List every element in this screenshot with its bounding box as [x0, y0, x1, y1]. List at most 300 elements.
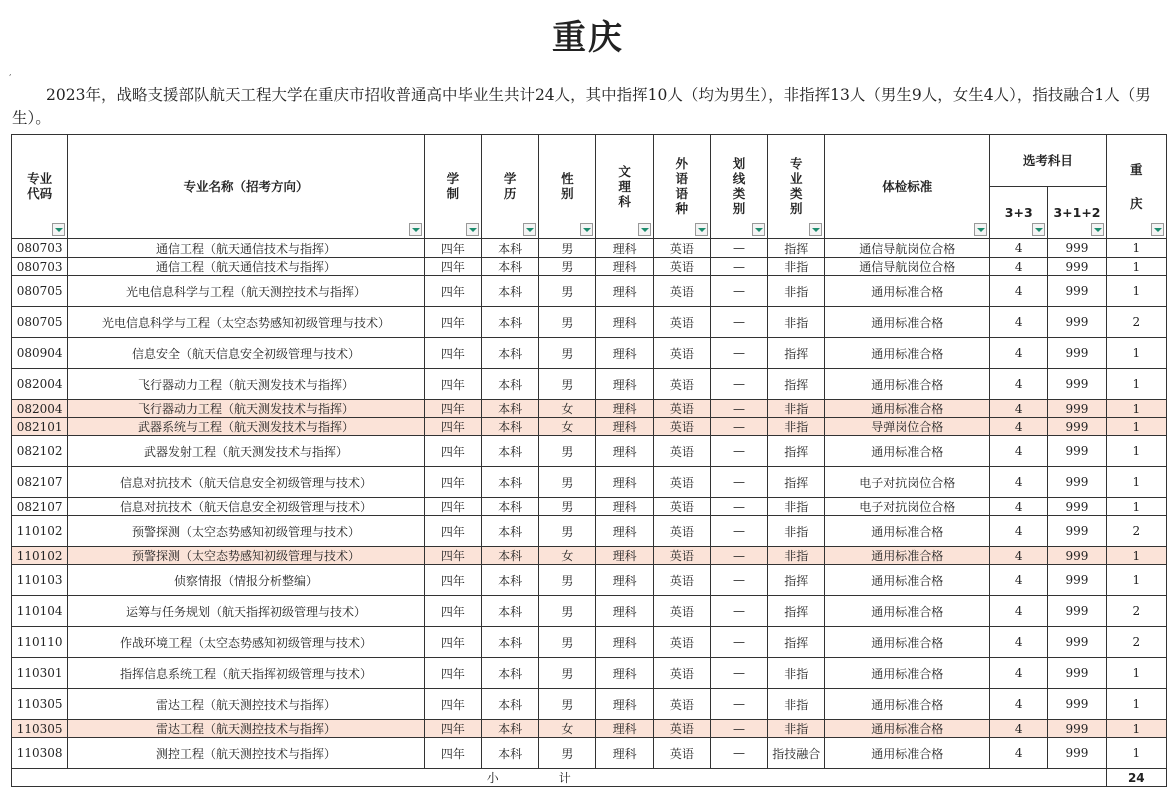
cell-num: 2	[1106, 596, 1166, 627]
cell-huaxian: —	[710, 596, 767, 627]
header-name-label: 专业名称（招考方向）	[183, 178, 309, 194]
cell-s33: 4	[990, 418, 1048, 436]
cell-xingbie: 男	[539, 307, 596, 338]
cell-num: 2	[1106, 516, 1166, 547]
cell-tijian: 通用标准合格	[825, 400, 990, 418]
cell-code: 110102	[12, 547, 68, 565]
header-huaxian	[710, 135, 767, 239]
header-chongqing	[1106, 135, 1166, 239]
cell-xueli: 本科	[482, 720, 539, 738]
table-row	[12, 418, 1167, 436]
cell-name: 作战环境工程（太空态势感知初级管理与技术）	[68, 627, 425, 658]
cell-num: 1	[1106, 720, 1166, 738]
cell-wenli: 理科	[596, 516, 653, 547]
cell-s312: 999	[1048, 338, 1106, 369]
cell-tijian: 通用标准合格	[825, 738, 990, 769]
subtotal-value: 24	[1106, 769, 1166, 787]
cell-xingbie: 男	[539, 258, 596, 276]
cell-num: 1	[1106, 400, 1166, 418]
name-filter-dropdown-icon[interactable]	[409, 223, 422, 236]
cell-num: 1	[1106, 239, 1166, 258]
cell-xingbie: 女	[539, 720, 596, 738]
header-wenli-label: 文理科	[618, 163, 631, 209]
cell-s312: 999	[1048, 565, 1106, 596]
table-row	[12, 338, 1167, 369]
cell-xuezhi: 四年	[424, 436, 481, 467]
cell-zhuanye: 非指	[768, 276, 825, 307]
cell-xuezhi: 四年	[424, 596, 481, 627]
cell-code: 110104	[12, 596, 68, 627]
cell-huaxian: —	[710, 276, 767, 307]
cell-waiyu: 英语	[653, 627, 710, 658]
cell-num: 1	[1106, 418, 1166, 436]
cell-tijian: 通用标准合格	[825, 436, 990, 467]
cell-xueli: 本科	[482, 338, 539, 369]
cell-xingbie: 男	[539, 498, 596, 516]
cell-huaxian: —	[710, 400, 767, 418]
cell-xingbie: 男	[539, 689, 596, 720]
cell-s33: 4	[990, 720, 1048, 738]
cell-waiyu: 英语	[653, 516, 710, 547]
cell-waiyu: 英语	[653, 307, 710, 338]
table-row	[12, 467, 1167, 498]
subtotal-label: 小计	[12, 769, 1107, 787]
cell-waiyu: 英语	[653, 338, 710, 369]
cell-wenli: 理科	[596, 338, 653, 369]
cell-wenli: 理科	[596, 258, 653, 276]
cell-code: 110305	[12, 720, 68, 738]
cell-s33: 4	[990, 658, 1048, 689]
cell-s33: 4	[990, 738, 1048, 769]
cell-tijian: 通用标准合格	[825, 689, 990, 720]
cell-xingbie: 女	[539, 400, 596, 418]
wenli-filter-dropdown-icon[interactable]	[638, 223, 651, 236]
cell-num: 1	[1106, 547, 1166, 565]
cell-s312: 999	[1048, 689, 1106, 720]
header-zhuanye-label: 专业类别	[790, 156, 803, 216]
cell-name: 光电信息科学与工程（太空态势感知初级管理与技术）	[68, 307, 425, 338]
cell-waiyu: 英语	[653, 658, 710, 689]
cell-s33: 4	[990, 689, 1048, 720]
cell-s312: 999	[1048, 498, 1106, 516]
cell-xueli: 本科	[482, 369, 539, 400]
cell-s312: 999	[1048, 467, 1106, 498]
cell-s33: 4	[990, 516, 1048, 547]
header-code	[12, 135, 68, 239]
table-row	[12, 400, 1167, 418]
cell-wenli: 理科	[596, 307, 653, 338]
cell-tijian: 通用标准合格	[825, 596, 990, 627]
header-zhuanye	[768, 135, 825, 239]
tijian-filter-dropdown-icon[interactable]	[974, 223, 987, 236]
cell-xingbie: 男	[539, 596, 596, 627]
cell-zhuanye: 非指	[768, 689, 825, 720]
cell-xingbie: 男	[539, 436, 596, 467]
cell-num: 1	[1106, 738, 1166, 769]
cell-name: 侦察情报（情报分析整编）	[68, 565, 425, 596]
cell-tijian: 通用标准合格	[825, 276, 990, 307]
header-name	[68, 135, 425, 239]
xuezhi-filter-dropdown-icon[interactable]	[466, 223, 479, 236]
cell-xuezhi: 四年	[424, 738, 481, 769]
cell-s33: 4	[990, 436, 1048, 467]
xueli-filter-dropdown-icon[interactable]	[523, 223, 536, 236]
page-title: 重庆	[552, 18, 624, 58]
cell-name: 通信工程（航天通信技术与指挥）	[68, 258, 425, 276]
cell-zhuanye: 非指	[768, 418, 825, 436]
cell-huaxian: —	[710, 307, 767, 338]
cell-name: 雷达工程（航天测控技术与指挥）	[68, 689, 425, 720]
cell-xuezhi: 四年	[424, 467, 481, 498]
cell-name: 武器系统与工程（航天测发技术与指挥）	[68, 418, 425, 436]
cell-num: 2	[1106, 627, 1166, 658]
cell-xueli: 本科	[482, 498, 539, 516]
cell-num: 1	[1106, 338, 1166, 369]
cell-wenli: 理科	[596, 400, 653, 418]
cell-code: 110102	[12, 516, 68, 547]
cell-huaxian: —	[710, 338, 767, 369]
cell-wenli: 理科	[596, 565, 653, 596]
cell-huaxian: —	[710, 436, 767, 467]
cell-s312: 999	[1048, 516, 1106, 547]
cell-tijian: 电子对抗岗位合格	[825, 498, 990, 516]
cell-name: 飞行器动力工程（航天测发技术与指挥）	[68, 400, 425, 418]
table-row	[12, 565, 1167, 596]
table-row	[12, 436, 1167, 467]
cell-zhuanye: 指挥	[768, 436, 825, 467]
cell-wenli: 理科	[596, 689, 653, 720]
cell-num: 1	[1106, 436, 1166, 467]
cell-huaxian: —	[710, 738, 767, 769]
header-huaxian-label: 划线类别	[732, 156, 746, 216]
cell-waiyu: 英语	[653, 689, 710, 720]
cell-zhuanye: 指挥	[768, 338, 825, 369]
cell-s312: 999	[1048, 239, 1106, 258]
cell-s312: 999	[1048, 400, 1106, 418]
table-row	[12, 369, 1167, 400]
cell-waiyu: 英语	[653, 400, 710, 418]
code-filter-dropdown-icon[interactable]	[52, 223, 65, 236]
cell-xuezhi: 四年	[424, 658, 481, 689]
cell-xueli: 本科	[482, 418, 539, 436]
cell-xuezhi: 四年	[424, 720, 481, 738]
table-row	[12, 596, 1167, 627]
cell-s33: 4	[990, 258, 1048, 276]
cell-num: 1	[1106, 689, 1166, 720]
cell-s33: 4	[990, 400, 1048, 418]
cell-num: 1	[1106, 658, 1166, 689]
cell-huaxian: —	[710, 547, 767, 565]
cell-num: 1	[1106, 498, 1166, 516]
cell-huaxian: —	[710, 689, 767, 720]
cell-wenli: 理科	[596, 498, 653, 516]
cell-wenli: 理科	[596, 738, 653, 769]
table-row	[12, 738, 1167, 769]
cell-code: 110103	[12, 565, 68, 596]
cell-zhuanye: 非指	[768, 307, 825, 338]
cell-xuezhi: 四年	[424, 565, 481, 596]
header-wenli	[596, 135, 653, 239]
table-row	[12, 689, 1167, 720]
cell-xueli: 本科	[482, 516, 539, 547]
cell-xuezhi: 四年	[424, 400, 481, 418]
cell-waiyu: 英语	[653, 436, 710, 467]
table-row	[12, 276, 1167, 307]
cell-zhuanye: 非指	[768, 498, 825, 516]
header-tijian-label: 体检标准	[882, 178, 933, 194]
cell-waiyu: 英语	[653, 738, 710, 769]
cell-name: 预警探测（太空态势感知初级管理与技术）	[68, 547, 425, 565]
cell-zhuanye: 指技融合	[768, 738, 825, 769]
cell-zhuanye: 指挥	[768, 239, 825, 258]
cell-xueli: 本科	[482, 239, 539, 258]
cell-s33: 4	[990, 627, 1048, 658]
cell-zhuanye: 非指	[768, 547, 825, 565]
cell-wenli: 理科	[596, 276, 653, 307]
cell-s33: 4	[990, 239, 1048, 258]
cell-xingbie: 男	[539, 467, 596, 498]
header-waiyu-label: 外语语种	[675, 156, 689, 216]
cell-tijian: 通用标准合格	[825, 369, 990, 400]
cell-tijian: 通信导航岗位合格	[825, 239, 990, 258]
cell-xueli: 本科	[482, 547, 539, 565]
cell-num: 1	[1106, 467, 1166, 498]
huaxian-filter-dropdown-icon[interactable]	[752, 223, 765, 236]
cell-code: 110308	[12, 738, 68, 769]
cell-tijian: 导弹岗位合格	[825, 418, 990, 436]
cell-huaxian: —	[710, 418, 767, 436]
cell-s312: 999	[1048, 627, 1106, 658]
cell-huaxian: —	[710, 565, 767, 596]
table-row	[12, 498, 1167, 516]
cell-tijian: 通用标准合格	[825, 720, 990, 738]
cell-xuezhi: 四年	[424, 369, 481, 400]
cell-xuezhi: 四年	[424, 276, 481, 307]
cell-waiyu: 英语	[653, 498, 710, 516]
waiyu-filter-dropdown-icon[interactable]	[695, 223, 708, 236]
cell-s33: 4	[990, 498, 1048, 516]
table-row	[12, 720, 1167, 738]
cell-xueli: 本科	[482, 307, 539, 338]
chongqing-filter-dropdown-icon[interactable]	[1151, 223, 1164, 236]
s312-filter-dropdown-icon[interactable]	[1091, 223, 1104, 236]
cell-name: 通信工程（航天通信技术与指挥）	[68, 239, 425, 258]
cell-name: 测控工程（航天测控技术与指挥）	[68, 738, 425, 769]
cell-wenli: 理科	[596, 658, 653, 689]
header-s312-label: 3+1+2	[1053, 204, 1101, 220]
cell-waiyu: 英语	[653, 467, 710, 498]
cell-code: 110301	[12, 658, 68, 689]
cell-num: 1	[1106, 258, 1166, 276]
cell-waiyu: 英语	[653, 239, 710, 258]
table-row	[12, 547, 1167, 565]
cell-tijian: 电子对抗岗位合格	[825, 467, 990, 498]
cell-code: 080705	[12, 307, 68, 338]
cell-code: 080904	[12, 338, 68, 369]
cell-code: 082004	[12, 369, 68, 400]
cell-xueli: 本科	[482, 658, 539, 689]
cell-xuezhi: 四年	[424, 516, 481, 547]
cell-zhuanye: 指挥	[768, 596, 825, 627]
cell-s312: 999	[1048, 596, 1106, 627]
cell-waiyu: 英语	[653, 418, 710, 436]
enrollment-table	[11, 134, 1167, 787]
cell-waiyu: 英语	[653, 596, 710, 627]
cell-wenli: 理科	[596, 627, 653, 658]
cell-tijian: 通用标准合格	[825, 307, 990, 338]
cell-zhuanye: 非指	[768, 516, 825, 547]
cell-xuezhi: 四年	[424, 239, 481, 258]
cell-waiyu: 英语	[653, 276, 710, 307]
zhuanye-filter-dropdown-icon[interactable]	[809, 223, 822, 236]
cell-huaxian: —	[710, 720, 767, 738]
cell-wenli: 理科	[596, 467, 653, 498]
cell-xuezhi: 四年	[424, 258, 481, 276]
cell-s33: 4	[990, 369, 1048, 400]
stray-mark: ,	[9, 68, 12, 77]
cell-xingbie: 男	[539, 338, 596, 369]
header-xingbie-label: 性别	[561, 171, 574, 201]
cell-s312: 999	[1048, 436, 1106, 467]
header-s312	[1048, 187, 1106, 239]
cell-code: 110305	[12, 689, 68, 720]
cell-xueli: 本科	[482, 467, 539, 498]
cell-huaxian: —	[710, 239, 767, 258]
header-xueli	[482, 135, 539, 239]
table-row	[12, 307, 1167, 338]
cell-code: 080703	[12, 239, 68, 258]
cell-code: 082004	[12, 400, 68, 418]
header-xueli-label: 学历	[503, 171, 517, 201]
cell-s312: 999	[1048, 738, 1106, 769]
cell-name: 光电信息科学与工程（航天测控技术与指挥）	[68, 276, 425, 307]
header-xuezhi	[424, 135, 481, 239]
cell-xuezhi: 四年	[424, 689, 481, 720]
cell-s312: 999	[1048, 369, 1106, 400]
cell-tijian: 通用标准合格	[825, 565, 990, 596]
cell-name: 信息安全（航天信息安全初级管理与技术）	[68, 338, 425, 369]
cell-s312: 999	[1048, 276, 1106, 307]
header-xingbie	[539, 135, 596, 239]
cell-huaxian: —	[710, 467, 767, 498]
cell-xueli: 本科	[482, 276, 539, 307]
cell-s33: 4	[990, 338, 1048, 369]
cell-code: 082107	[12, 467, 68, 498]
cell-code: 082102	[12, 436, 68, 467]
cell-huaxian: —	[710, 627, 767, 658]
cell-zhuanye: 指挥	[768, 467, 825, 498]
cell-zhuanye: 非指	[768, 720, 825, 738]
cell-xuezhi: 四年	[424, 547, 481, 565]
table-row	[12, 658, 1167, 689]
cell-name: 武器发射工程（航天测发技术与指挥）	[68, 436, 425, 467]
cell-xueli: 本科	[482, 689, 539, 720]
cell-xueli: 本科	[482, 627, 539, 658]
cell-tijian: 通用标准合格	[825, 547, 990, 565]
cell-xingbie: 男	[539, 738, 596, 769]
cell-xingbie: 男	[539, 565, 596, 596]
cell-num: 2	[1106, 307, 1166, 338]
cell-s33: 4	[990, 547, 1048, 565]
cell-code: 080703	[12, 258, 68, 276]
cell-s312: 999	[1048, 720, 1106, 738]
cell-zhuanye: 非指	[768, 400, 825, 418]
cell-xueli: 本科	[482, 258, 539, 276]
cell-huaxian: —	[710, 498, 767, 516]
header-chongqing-label: 重庆	[1130, 161, 1143, 211]
cell-s312: 999	[1048, 307, 1106, 338]
cell-xuezhi: 四年	[424, 338, 481, 369]
cell-wenli: 理科	[596, 547, 653, 565]
cell-s312: 999	[1048, 547, 1106, 565]
cell-zhuanye: 非指	[768, 258, 825, 276]
cell-name: 运筹与任务规划（航天指挥初级管理与技术）	[68, 596, 425, 627]
cell-xingbie: 男	[539, 516, 596, 547]
cell-tijian: 通用标准合格	[825, 658, 990, 689]
cell-s33: 4	[990, 467, 1048, 498]
xingbie-filter-dropdown-icon[interactable]	[580, 223, 593, 236]
cell-zhuanye: 非指	[768, 658, 825, 689]
cell-code: 082107	[12, 498, 68, 516]
cell-code: 082101	[12, 418, 68, 436]
table-row	[12, 627, 1167, 658]
cell-xingbie: 女	[539, 547, 596, 565]
cell-s33: 4	[990, 307, 1048, 338]
header-s33	[990, 187, 1048, 239]
cell-xingbie: 女	[539, 418, 596, 436]
cell-num: 1	[1106, 276, 1166, 307]
header-xuankao	[990, 135, 1107, 187]
cell-xueli: 本科	[482, 436, 539, 467]
cell-xingbie: 男	[539, 239, 596, 258]
cell-huaxian: —	[710, 369, 767, 400]
cell-code: 110110	[12, 627, 68, 658]
cell-xueli: 本科	[482, 738, 539, 769]
cell-zhuanye: 指挥	[768, 565, 825, 596]
table-body	[12, 239, 1167, 769]
cell-xuezhi: 四年	[424, 627, 481, 658]
cell-xuezhi: 四年	[424, 498, 481, 516]
s33-filter-dropdown-icon[interactable]	[1032, 223, 1045, 236]
cell-huaxian: —	[710, 258, 767, 276]
cell-wenli: 理科	[596, 239, 653, 258]
cell-s312: 999	[1048, 418, 1106, 436]
table-row	[12, 258, 1167, 276]
header-xuankao-label: 选考科目	[1022, 152, 1073, 168]
cell-xueli: 本科	[482, 565, 539, 596]
cell-xuezhi: 四年	[424, 307, 481, 338]
cell-wenli: 理科	[596, 596, 653, 627]
cell-s33: 4	[990, 276, 1048, 307]
cell-huaxian: —	[710, 658, 767, 689]
cell-s312: 999	[1048, 258, 1106, 276]
cell-name: 指挥信息系统工程（航天指挥初级管理与技术）	[68, 658, 425, 689]
cell-wenli: 理科	[596, 720, 653, 738]
cell-wenli: 理科	[596, 418, 653, 436]
cell-xingbie: 男	[539, 627, 596, 658]
cell-xuezhi: 四年	[424, 418, 481, 436]
cell-xingbie: 男	[539, 658, 596, 689]
cell-code: 080705	[12, 276, 68, 307]
cell-waiyu: 英语	[653, 369, 710, 400]
header-tijian	[825, 135, 990, 239]
cell-xueli: 本科	[482, 596, 539, 627]
table-row	[12, 239, 1167, 258]
cell-xueli: 本科	[482, 400, 539, 418]
header-xuezhi-label: 学制	[446, 171, 460, 201]
cell-s33: 4	[990, 596, 1048, 627]
cell-zhuanye: 指挥	[768, 369, 825, 400]
